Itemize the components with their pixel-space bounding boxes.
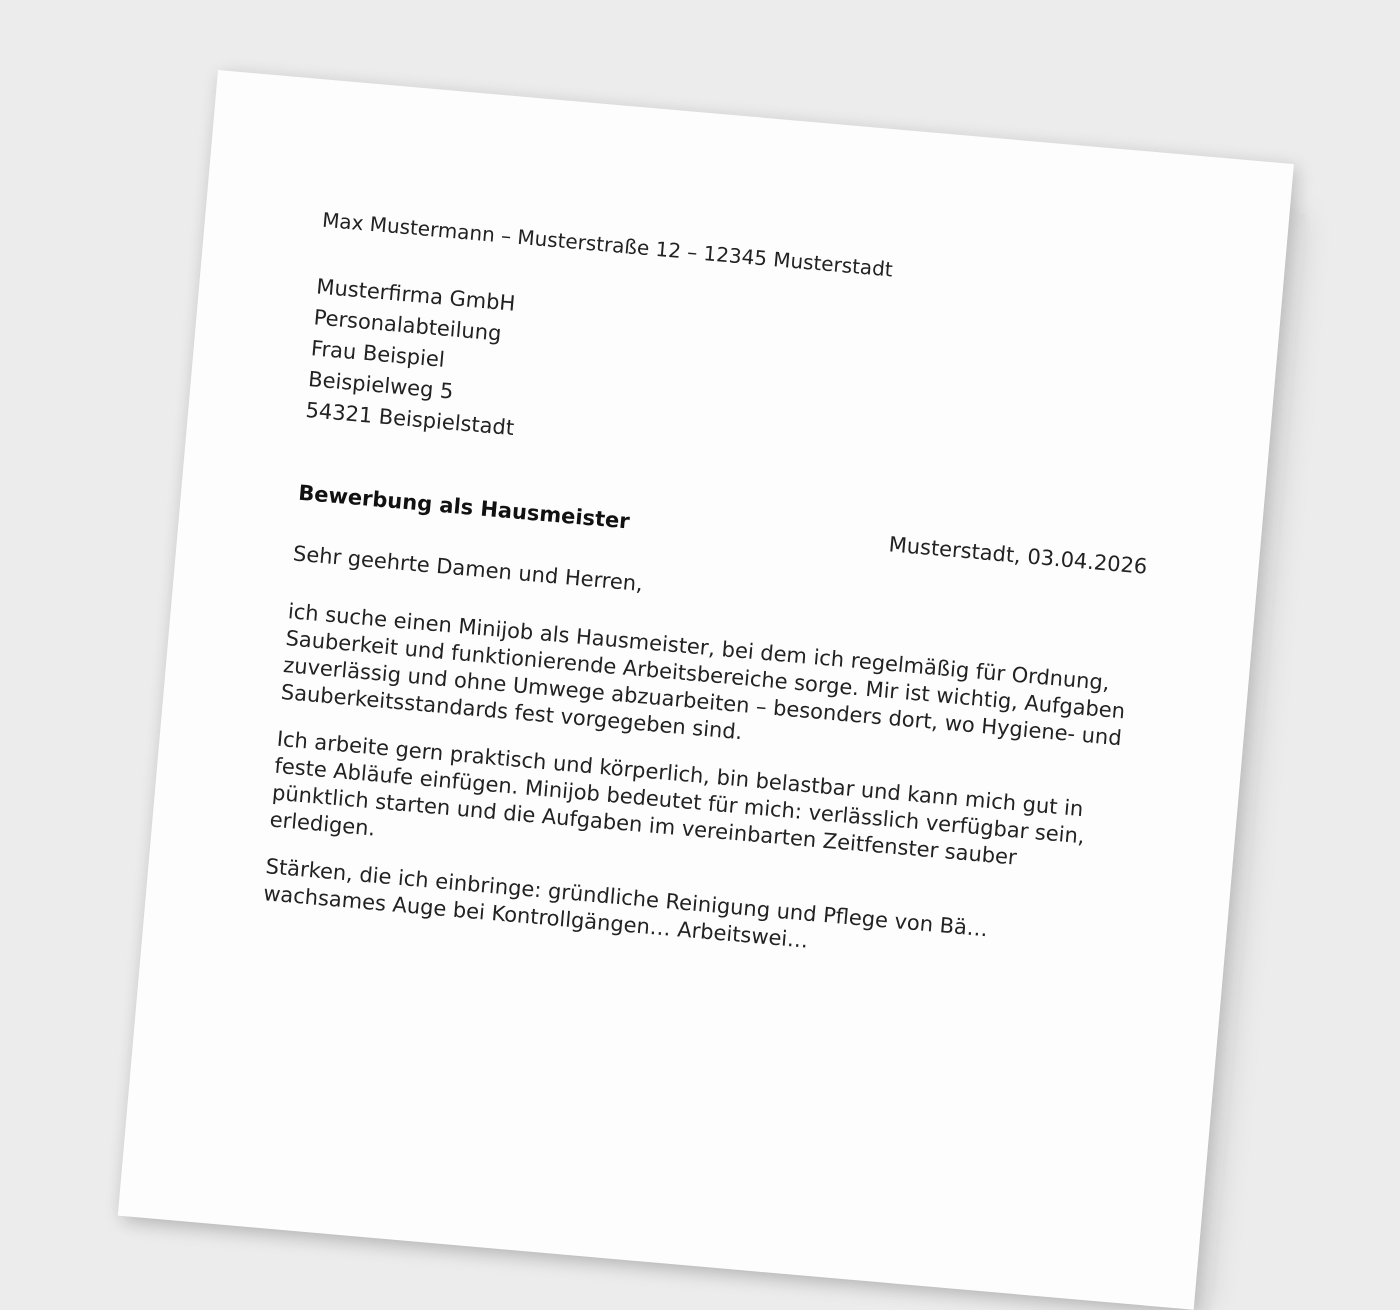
body-paragraph-1: ich suche einen Minijob als Hausmeister, bei dem ich regelmäßig für Ordnung, Sauberkeit und funktionierende Arbeitsbereiche sorge. Mir ist wichtig, Aufgaben zuverlässig und ohne Umwege abzuarbeiten – besonders dort, wo Hygiene- und Sauberkeitsstandards fest vorgegeben sind. [279,599,1127,751]
recipient-department: Personalabteilung [312,305,503,346]
letter-page [118,70,1294,1310]
place-date: Musterstadt, 03.04.2026 [887,532,1149,579]
sender-line: Max Mustermann – Musterstraße 12 – 12345 Musterstadt [321,207,894,282]
recipient-company: Musterfirma GmbH [315,274,517,316]
letter-subject: Bewerbung als Hausmeister [297,480,631,534]
body-paragraph-3: Stärken, die ich einbringe: gründliche Reinigung und Pflege von Bä… wachsames Auge bei Kontrollgängen… Arbeitswei… [262,854,989,953]
body-paragraph-2: Ich arbeite gern praktisch und körperlich, bin belastbar und kann mich gut in feste Abläufe einfügen. Minijob bedeutet für mich: verlässlich verfügbar sein, pünktlich starten und die Aufgaben im vereinbarten Zeitfenster sauber erledigen. [268,726,1086,870]
recipient-address [304,271,526,444]
letter-body [260,598,1138,1001]
salutation: Sehr geehrte Damen und Herren, [292,541,644,596]
recipient-person: Frau Beispiel [310,336,446,372]
recipient-city: 54321 Beispielstadt [304,397,516,441]
recipient-street: Beispielweg 5 [307,367,455,404]
